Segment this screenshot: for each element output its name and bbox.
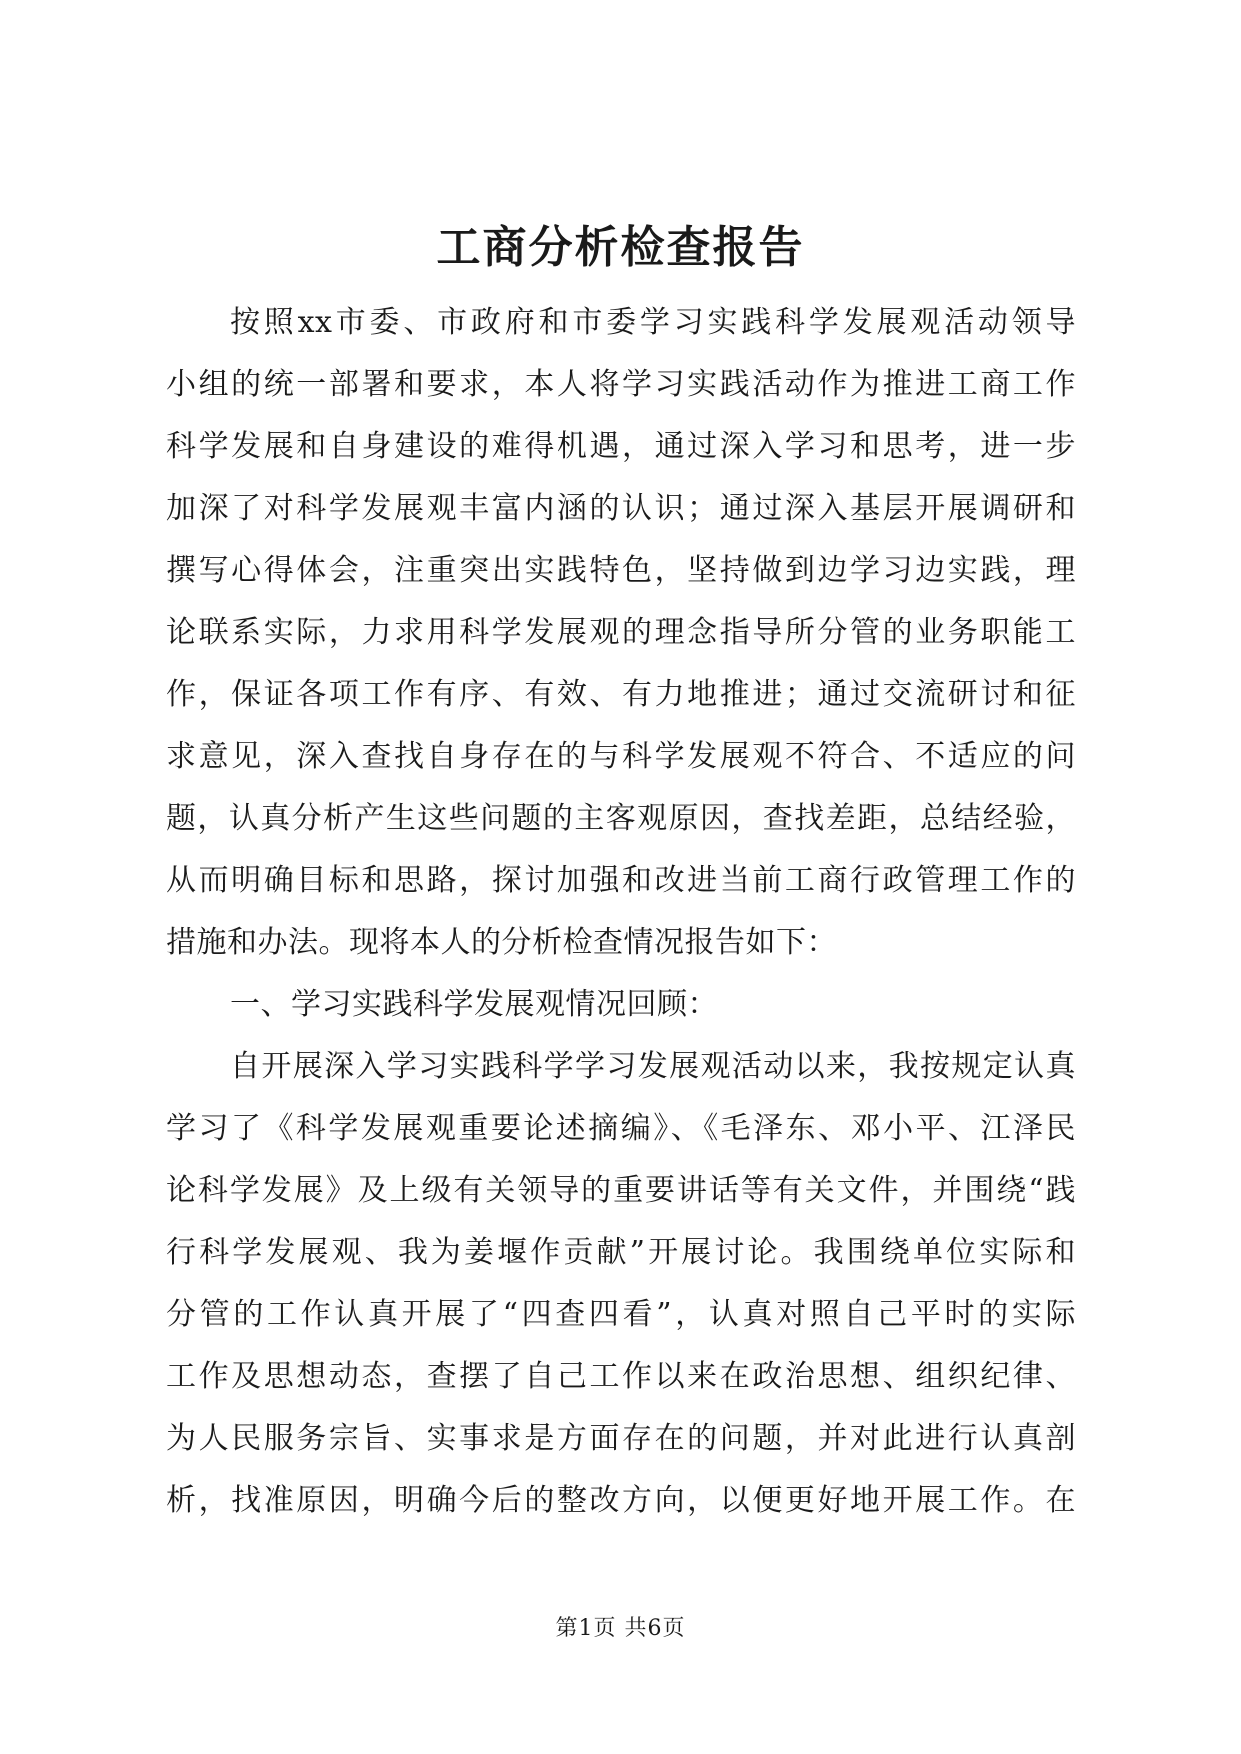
- text-line: 撰写心得体会，注重突出实践特色，坚持做到边学习边实践，理: [166, 553, 1076, 588]
- text-line: 作，保证各项工作有序、有效、有力地推进；通过交流研讨和征: [166, 677, 1076, 712]
- text-line: 从而明确目标和思路，探讨加强和改进当前工商行政管理工作的: [166, 863, 1076, 898]
- text-line: 为人民服务宗旨、实事求是方面存在的问题，并对此进行认真剖: [166, 1421, 1076, 1456]
- text-line: 工作及思想动态，查摆了自己工作以来在政治思想、组织纪律、: [166, 1359, 1076, 1394]
- text-line: 行科学发展观、我为姜堰作贡献”开展讨论。我围绕单位实际和: [166, 1235, 1076, 1270]
- text-line: 科学发展和自身建设的难得机遇，通过深入学习和思考，进一步: [166, 429, 1076, 464]
- text-line: 求意见，深入查找自身存在的与科学发展观不符合、不适应的问: [166, 739, 1076, 774]
- text-line: 一、学习实践科学发展观情况回顾：: [230, 987, 718, 1022]
- text-line: 论联系实际，力求用科学发展观的理念指导所分管的业务职能工: [166, 615, 1076, 650]
- text-line: 按照xx市委、市政府和市委学习实践科学发展观活动领导: [230, 305, 1076, 340]
- text-line: 析，找准原因，明确今后的整改方向，以便更好地开展工作。在: [166, 1483, 1076, 1518]
- document-body: [166, 292, 1076, 1532]
- text-line: 自开展深入学习实践科学学习发展观活动以来，我按规定认真: [230, 1049, 1076, 1084]
- text-line: 小组的统一部署和要求，本人将学习实践活动作为推进工商工作: [166, 367, 1076, 402]
- document-title: 工商分析检查报告: [436, 222, 805, 273]
- text-line: 措施和办法。现将本人的分析检查情况报告如下：: [166, 925, 837, 960]
- text-line: 论科学发展》及上级有关领导的重要讲话等有关文件，并围绕“践: [166, 1173, 1076, 1208]
- text-line: 加深了对科学发展观丰富内涵的认识；通过深入基层开展调研和: [166, 491, 1076, 526]
- text-line: 分管的工作认真开展了“四查四看”，认真对照自己平时的实际: [166, 1297, 1076, 1332]
- text-line: 学习了《科学发展观重要论述摘编》、《毛泽东、邓小平、江泽民: [166, 1111, 1076, 1146]
- text-line: 题，认真分析产生这些问题的主客观原因，查找差距，总结经验，: [166, 801, 1076, 836]
- page-number: 第1页 共6页: [555, 1616, 686, 1641]
